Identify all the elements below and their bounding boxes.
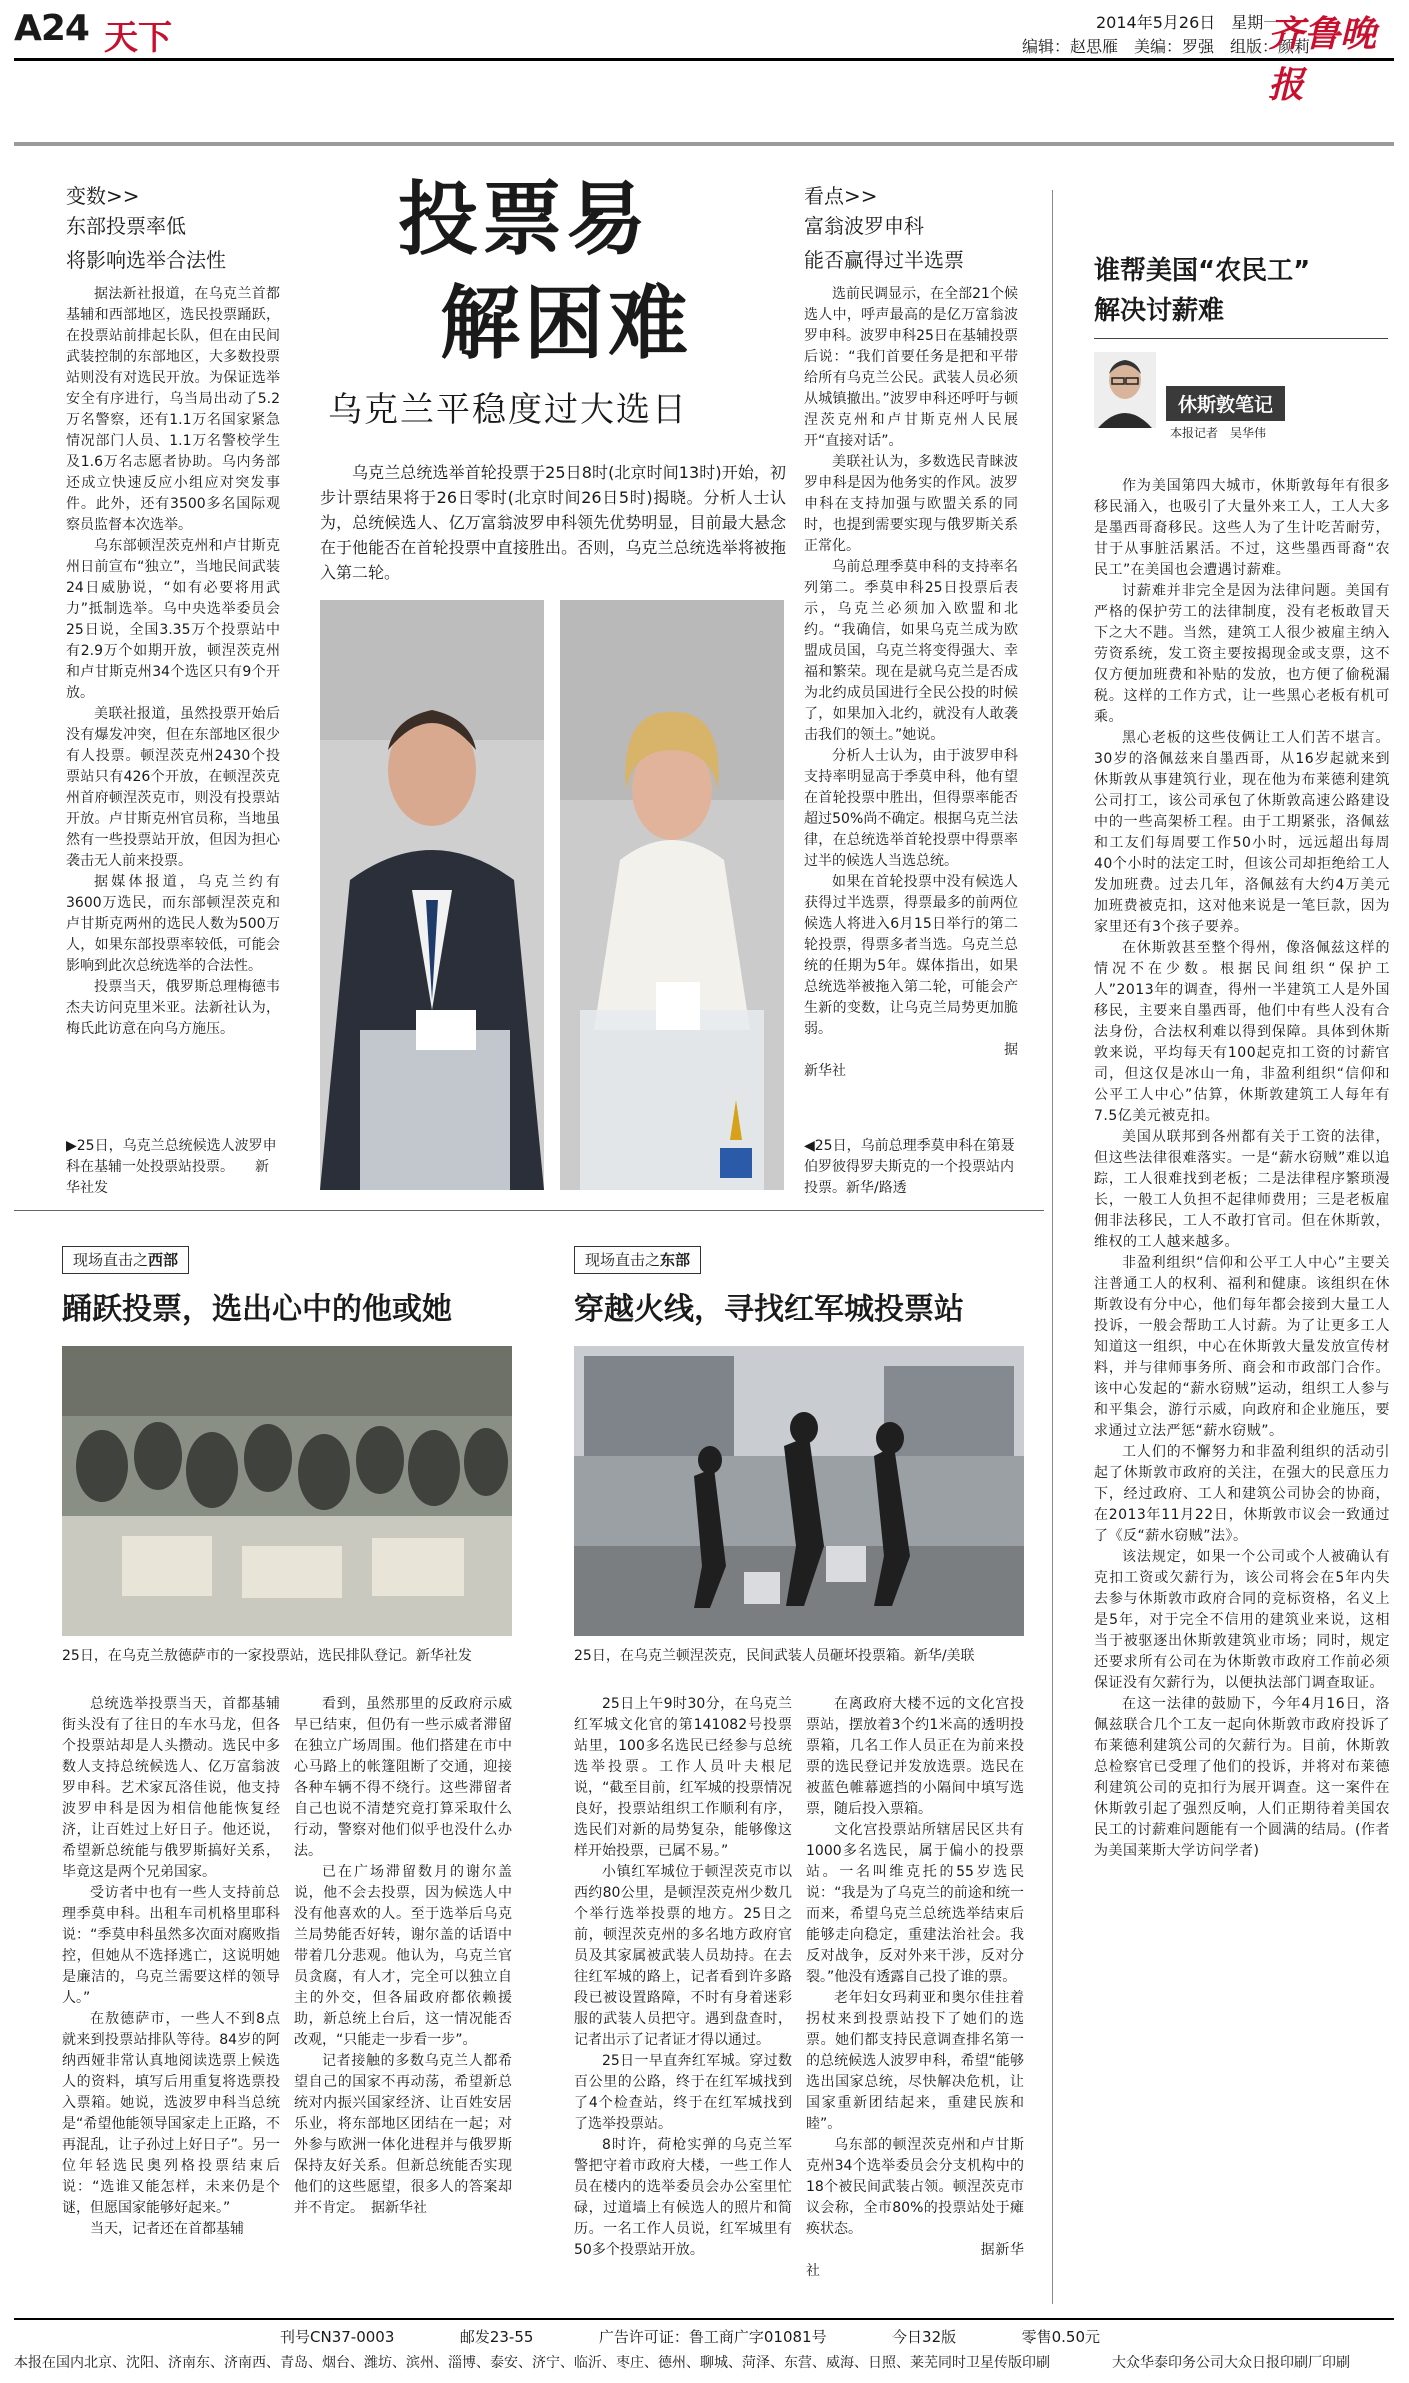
tag-place: 西部 — [148, 1251, 179, 1269]
lower-section-rule — [14, 1210, 1044, 1211]
paragraph: 美联社报道，虽然投票开始后没有爆发冲突，但在东部地区很少有人投票。顿涅茨克州2430个投票站只有426个开放，在顿涅茨克州首府顿涅茨克市，则没有投票站开放。卢甘斯克州官员称，当地虽然有一些投票站开放，但因为担心袭击无人前来投票。 — [66, 706, 280, 869]
paragraph: 投票当天，俄罗斯总理梅德韦杰夫访问克里米亚。法新社认为，梅氏此访意在向乌方施压。 — [66, 979, 280, 1037]
paragraph: 据媒体报道，乌克兰约有3600万选民，而东部顿涅茨克和卢甘斯克两州的选民人数为500万人，如果东部投票率较低，可能会影响到此次总统选举的合法性。 — [66, 874, 280, 974]
paragraph: 该法规定，如果一个公司或个人被确认有克扣工资或欠薪行为，该公司将会在5年内失去参与休斯敦市政府合同的竞标资格，名义上是5年，对于完全不信用的建筑业来说，这相当于被驱逐出休斯敦建筑业市场；同时，规定还要求所有公司在为休斯敦市政府工作前必须保证没有欠薪行为，以便执法部门调查取证。 — [1094, 1549, 1390, 1691]
paragraph: 据法新社报道，在乌克兰首都基辅和西部地区，选民投票踊跃，在投票站前排起长队，但在由民间武装控制的东部地区，大多数投票站则没有对选民开放。为保证选举安全有序进行，乌当局出动了5.2万名警察，还有1.1万名国家紧急情况部门人员、1.1万名警校学生及1.6万名志愿者协助。乌内务部还成立快速反应小组应对突发事件。此外，还有3500多名国际观察员监督本次选举。 — [66, 286, 280, 533]
paragraph: 乌东部的顿涅茨克州和卢甘斯克州34个选举委员会分支机构中的18个被民间武装占领。顿涅茨克市议会称，全市80%的投票站处于瘫痪状态。 — [806, 2137, 1024, 2237]
author-avatar — [1094, 352, 1156, 428]
paragraph: 已在广场滞留数月的谢尔盖说，他不会去投票，因为候选人中没有他喜欢的人。至于选举后乌克兰局势能否好转，谢尔盖的话语中带着几分悲观。他认为，乌克兰官员贪腐，有人才，完全可以独立自主的外交，但各届政府都依赖援助，新总统上台后，这一情况能否改观，“只能走一步看一步”。 — [294, 1864, 512, 2048]
paragraph: 文化宫投票站所辖居民区共有1000多名选民，属于偏小的投票站。一名叫维克托的55岁选民说：“我是为了乌克兰的前途和统一而来，希望乌克兰总统选举结束后能够走向稳定，重建法治社会。我反对战争，反对外来干涉，反对分裂。”他没有透露自己投了谁的票。 — [806, 1822, 1024, 1985]
footer-rule — [14, 2318, 1394, 2320]
paragraph: 在敖德萨市，一些人不到8点就来到投票站排队等待。84岁的阿纳西娅非常认真地阅读选票上候选人的资料，填写后用重复将选票投入票箱。她说，选波罗申科当总统是“希望他能领导国家走上正路，不再混乱，让子孙过上好日子”。另一位年轻选民奥列格投票结束后说：“选谁又能怎样，未来仍是个谜，但愿国家能够好起来。” — [62, 2011, 280, 2216]
west-story-column-2 — [294, 1694, 512, 2298]
left-column-subhead-2: 将影响选举合法性 — [66, 248, 226, 272]
tag-place: 东部 — [660, 1251, 691, 1269]
paragraph: 黑心老板的这些伎俩让工人们苦不堪言。30岁的洛佩兹来自墨西哥，从16岁起就来到休斯敦从事建筑行业，现在他为布莱德利建筑公司打工，该公司承包了休斯敦高速公路建设中的一些高架桥工程。由于工期紧张，洛佩兹和工友们每周要工作50小时，远远超出每周40个小时的法定工时，但该公司却拒绝给工人发加班费。过去几年，洛佩兹有大约4万美元加班费被克扣，这对他来说是一笔巨款，因为家里还有3个孩子要养。 — [1094, 730, 1390, 935]
paragraph: 8时许，荷枪实弹的乌克兰军警把守着市政府大楼，一些工作人员在楼内的选举委员会办公室里忙碌，过道墙上有候选人的照片和简历。一名工作人员说，红军城里有50多个投票站开放。 — [574, 2137, 792, 2258]
footer-item: 今日32版 — [892, 2328, 957, 2346]
west-story-headline: 踊跃投票，选出心中的他或她 — [62, 1292, 452, 1327]
paragraph: 作为美国第四大城市，休斯敦每年有很多移民涌入，也吸引了大量外来工人，工人大多是墨西哥裔移民。这些人为了生计吃苦耐劳，甘于从事脏活累活。不过，这些墨西哥裔“农民工”在美国也会遭遇讨薪难。 — [1094, 478, 1390, 578]
sidebar-title-line-2: 解决讨薪难 — [1094, 296, 1225, 326]
paragraph: 乌东部顿涅茨克州和卢甘斯克州日前宣布“独立”，当地民间武装24日威胁说，“如有必要将用武力”抵制选举。乌中央选举委员会25日说，全国3.35万个投票站中有2.9万个如期开放，顿涅茨克州和卢甘斯克州34个选区只有9个开放。 — [66, 538, 280, 701]
east-photo-caption: 25日，在乌克兰顿涅茨克，民间武装人员砸坏投票箱。新华/美联 — [574, 1648, 975, 1664]
paragraph: 如果在首轮投票中没有候选人获得过半选票，得票最多的前两位候选人将进入6月15日举行的第二轮投票，得票多者当选。乌克兰总统的任期为5年。媒体指出，如果总统选举被拖入第二轮，可能会产生新的变数，让乌克兰局势更加脆弱。 — [804, 874, 1018, 1037]
editor-credits: 编辑：赵思雁 美编：罗强 组版：颜莉 — [1022, 37, 1311, 56]
page-header — [0, 0, 1409, 106]
paragraph: 在休斯敦甚至整个得州，像洛佩兹这样的情况不在少数。根据民间组织“保护工人”2013年的调查，得州一半建筑工人是外国移民，主要来自墨西哥，他们中有些人没有合法身份，合法权利难以得到保障。具体到休斯敦来说，平均每天有100起克扣工资的讨薪官司，但这仅是冰山一角，非盈利组织“信仰和公平工人中心”估算，休斯敦建筑工人每年有7.5亿美元被克扣。 — [1094, 940, 1390, 1124]
column-brand-box: 休斯敦笔记 — [1166, 386, 1285, 421]
main-subtitle: 乌克兰平稳度过大选日 — [328, 390, 688, 430]
sidebar-divider — [1052, 190, 1053, 2304]
paragraph: 非盈利组织“信仰和公平工人中心”主要关注普通工人的权利、福利和健康。该组织在休斯敦设有分中心，他们每年都会接到大量工人投诉，一般会帮助工人讨薪。为了让更多工人知道这一组织，中心在休斯敦大量发放宣传材料，并与律师事务所、商会和市政部门合作。该中心发起的“薪水窃贼”运动，组织工人参与和平集会，游行示威，向政府和企业施压，要求通过立法严惩“薪水窃贼”。 — [1094, 1255, 1390, 1439]
issue-date: 2014年5月26日 星期一 — [1096, 13, 1280, 32]
left-column-subhead-1: 东部投票率低 — [66, 214, 186, 238]
east-story-column-2 — [806, 1694, 1024, 2298]
paragraph: 在这一法律的鼓励下，今年4月16日，洛佩兹联合几个工友一起向休斯敦市政府投诉了布莱德利建筑公司的欠薪行为。目前，休斯敦总检察官已受理了他们的投诉，并将对布莱德利建筑公司的克扣行为展开调查。这一案件在休斯敦引起了强烈反响，人们正期待着美国农民工的讨薪难问题能有一个圆满的结局。(作者为美国莱斯大学访问学者) — [1094, 1696, 1390, 1859]
tag-prefix: 现场直击之 — [73, 1251, 149, 1269]
header-rule — [14, 58, 1394, 61]
paragraph: 据新华社 — [804, 1042, 1018, 1079]
footer-item: 刊号CN37-0003 — [280, 2328, 395, 2346]
west-photo-caption: 25日，在乌克兰敖德萨市的一家投票站，选民排队登记。新华社发 — [62, 1648, 472, 1664]
footer-item: 邮发23-55 — [459, 2328, 534, 2346]
live-report-tag-east — [574, 1246, 701, 1274]
left-column-photo-caption: ▶25日，乌克兰总统候选人波罗申科在基辅一处投票站投票。 新华社发 — [66, 1138, 277, 1196]
sidebar-body — [1094, 476, 1390, 2302]
middle-column-subhead-2: 能否赢得过半选票 — [804, 248, 964, 272]
paragraph: 当天，记者还在首都基辅 — [90, 2221, 244, 2237]
paragraph: 小镇红军城位于顿涅茨克市以西约80公里，是顿涅茨克州少数几个举行选举投票的地方。25日之前，顿涅茨克州的多名地方政府官员及其家属被武装人员劫持。在去往红军城的路上，记者看到许多路段已被设置路障，不时有身着迷彩服的武装人员把守。遇到盘查时，记者出示了记者证才得以通过。 — [574, 1864, 792, 2048]
footer-publication-info — [280, 2326, 1100, 2347]
paragraph: 选前民调显示，在全部21个候选人中，呼声最高的是亿万富翁波罗申科。波罗申科25日在基辅投票后说：“我们首要任务是把和平带给所有乌克兰公民。武装人员必须从城镇撤出。”波罗申科还呼吁与顿涅茨克州和卢甘斯克州人民展开“直接对话”。 — [804, 286, 1018, 449]
east-story-column-1 — [574, 1694, 792, 2298]
west-story-column-1 — [62, 1694, 280, 2298]
section-name: 天下 — [104, 18, 172, 58]
footer-item: 广告许可证：鲁工商广字01081号 — [598, 2328, 827, 2346]
left-column-body — [66, 284, 280, 1116]
paragraph: 美联社认为，多数选民青睐波罗申科是因为他务实的作风。波罗申科在支持加强与欧盟关系的同时，也提到需要实现与俄罗斯关系正常化。 — [804, 454, 1018, 554]
paragraph: 受访者中也有一些人支持前总理季莫申科。出租车司机格里耶科说：“季莫申科虽然多次面对腐败指控，但她从不选择逃亡，这说明她是廉洁的，乌克兰需要这样的领导人。” — [62, 1885, 280, 2006]
paragraph: 25日一早直奔红军城。穿过数百公里的公路，终于在红军城找到了4个检查站，终于在红军城找到了选举投票站。 — [574, 2053, 792, 2132]
east-story-headline: 穿越火线，寻找红军城投票站 — [574, 1292, 964, 1327]
donetsk-ballot-box-photo — [574, 1346, 1024, 1636]
lead-paragraph: 乌克兰总统选举首轮投票于25日8时(北京时间13时)开始，初步计票结果将于26日零时(北京时间26日5时)揭晓。分析人士认为，总统候选人、亿万富翁波罗申科领先优势明显，目前最大悬念在于他能否在首轮投票中直接胜出。否则，乌克兰总统选举将被拖入第二轮。 — [320, 463, 786, 582]
sidebar-title-rule — [1094, 338, 1388, 339]
live-report-tag-west — [62, 1246, 189, 1274]
paragraph: 美国从联邦到各州都有关于工资的法律，但这些法律很难落实。一是“薪水窃贼”难以追踪，工人很难找到老板；二是法律程序繁琐漫长，一般工人负担不起律师费用；三是老板雇佣非法移民，工人不敢打官司。但在休斯敦，维权的工人越来越多。 — [1094, 1129, 1390, 1250]
top-content-rule — [14, 142, 1394, 146]
paragraph: 分析人士认为，由于波罗申科支持率明显高于季莫申科，他有望在首轮投票中胜出，但得票率能否超过50%尚不确定。根据乌克兰法律，在总统选举首轮投票中得票率过半的候选人当选总统。 — [804, 748, 1018, 869]
tymoshenko-voting-photo — [560, 600, 784, 1190]
newspaper-logo: 齐鲁晚报 — [1268, 13, 1377, 106]
paragraph: 老年妇女玛莉亚和奥尔佳拄着拐杖来到投票站投下了她们的选票。她们都支持民意调查排名第一的总统候选人波罗申科，希望“能够选出国家总统，尽快解决危机，让国家重新团结起来，重建民族和睦”。 — [806, 1990, 1024, 2132]
odessa-polling-station-photo — [62, 1346, 512, 1636]
middle-column-body — [804, 284, 1018, 1116]
main-headline-line-1: 投票易 — [398, 173, 650, 266]
paragraph: 看到，虽然那里的反政府示威早已结束，但仍有一些示威者滞留在独立广场周围。他们搭建在市中心马路上的帐篷阻断了交通，迎接各种车辆不得不绕行。这些滞留者自己也说不清楚究竟打算采取什么行动，警察对他们似乎也没什么办法。 — [294, 1696, 512, 1859]
footer-item: 零售0.50元 — [1021, 2328, 1100, 2346]
paragraph: 据新华社 — [806, 2242, 1024, 2279]
middle-column-kicker: 看点>> — [804, 184, 878, 208]
sidebar-title-line-1: 谁帮美国“农民工” — [1094, 256, 1311, 286]
main-headline-line-2: 解困难 — [440, 277, 692, 370]
middle-column-subhead-1: 富翁波罗申科 — [804, 214, 924, 238]
page-number: A24 — [14, 8, 89, 49]
sidebar-byline: 本报记者 吴华伟 — [1170, 426, 1267, 440]
paragraph: 记者接触的多数乌克兰人都希望自己的国家不再动荡，希望新总统对内振兴国家经济、让百姓安居乐业，将东部地区团结在一起；对外参与欧洲一体化进程并与俄罗斯保持友好关系。但新总统能否实现他们的这些愿望，很多人的答案却并不肯定。 据新华社 — [294, 2053, 512, 2216]
footer-printing-sites: 本报在国内北京、沈阳、济南东、济南西、青岛、烟台、潍坊、滨州、淄博、泰安、济宁、临沂、枣庄、德州、聊城、菏泽、东营、威海、日照、莱芜同时卫星传版印刷 — [14, 2355, 1050, 2371]
poroshenko-voting-photo — [320, 600, 544, 1190]
tag-prefix: 现场直击之 — [585, 1251, 661, 1269]
paragraph: 工人们的不懈努力和非盈利组织的活动引起了休斯敦市政府的关注，在强大的民意压力下，经过政府、工人和建筑公司协会的协商，在2013年11月22日，休斯敦市议会一致通过了《反“薪水窃贼”法》。 — [1094, 1444, 1390, 1544]
paragraph: 在离政府大楼不远的文化宫投票站，摆放着3个约1米高的透明投票箱，几名工作人员正在为前来投票的选民登记并发放选票。选民在被蓝色帷幕遮挡的小隔间中填写选票，随后投入票箱。 — [806, 1696, 1024, 1817]
paragraph: 25日上午9时30分，在乌克兰红军城文化官的第141082号投票站里，100多名选民已经参与总统选举投票。工作人员叶夫根尼说，“截至目前，红军城的投票情况良好，投票站组织工作顺利有序，选民们对新的局势复杂，能够像这样开始投票，已属不易。” — [574, 1696, 792, 1859]
footer-printer: 大众华泰印务公司大众日报印刷厂印刷 — [1112, 2355, 1350, 2371]
middle-column-photo-caption: ◀25日，乌前总理季莫申科在第聂伯罗彼得罗夫斯克的一个投票站内投票。新华/路透 — [804, 1138, 1015, 1196]
paragraph: 总统选举投票当天，首都基辅街头没有了往日的车水马龙，但各个投票站却是人头攒动。选民中多数人支持总统候选人、亿万富翁波罗申科。艺术家瓦洛佳说，他支持波罗申科是因为相信他能恢复经济，让百姓过上好日子。他还说，希望新总统能与俄罗斯搞好关系，毕竟这是两个兄弟国家。 — [62, 1696, 280, 1880]
left-column-kicker: 变数>> — [66, 184, 140, 208]
paragraph: 乌前总理季莫申科的支持率名列第二。季莫申科25日投票后表示，乌克兰必须加入欧盟和北约。“我确信，如果乌克兰成为欧盟成员国，乌克兰将变得强大、幸福和繁荣。现在是就乌克兰是否成为北约成员国进行全民公投的时候了，如果加入北约，就没有人敢袭击我们的领土。”她说。 — [804, 559, 1018, 743]
paragraph: 讨薪难并非完全是因为法律问题。美国有严格的保护劳工的法律制度，没有老板敢冒天下之大不韪。当然，建筑工人很少被雇主纳入劳资系统，发工资主要按揭现金或支票，这不仅方便加班费和补贴的发放，也方便了偷税漏税。这样的工作方式，让一些黑心老板有机可乘。 — [1094, 583, 1390, 725]
